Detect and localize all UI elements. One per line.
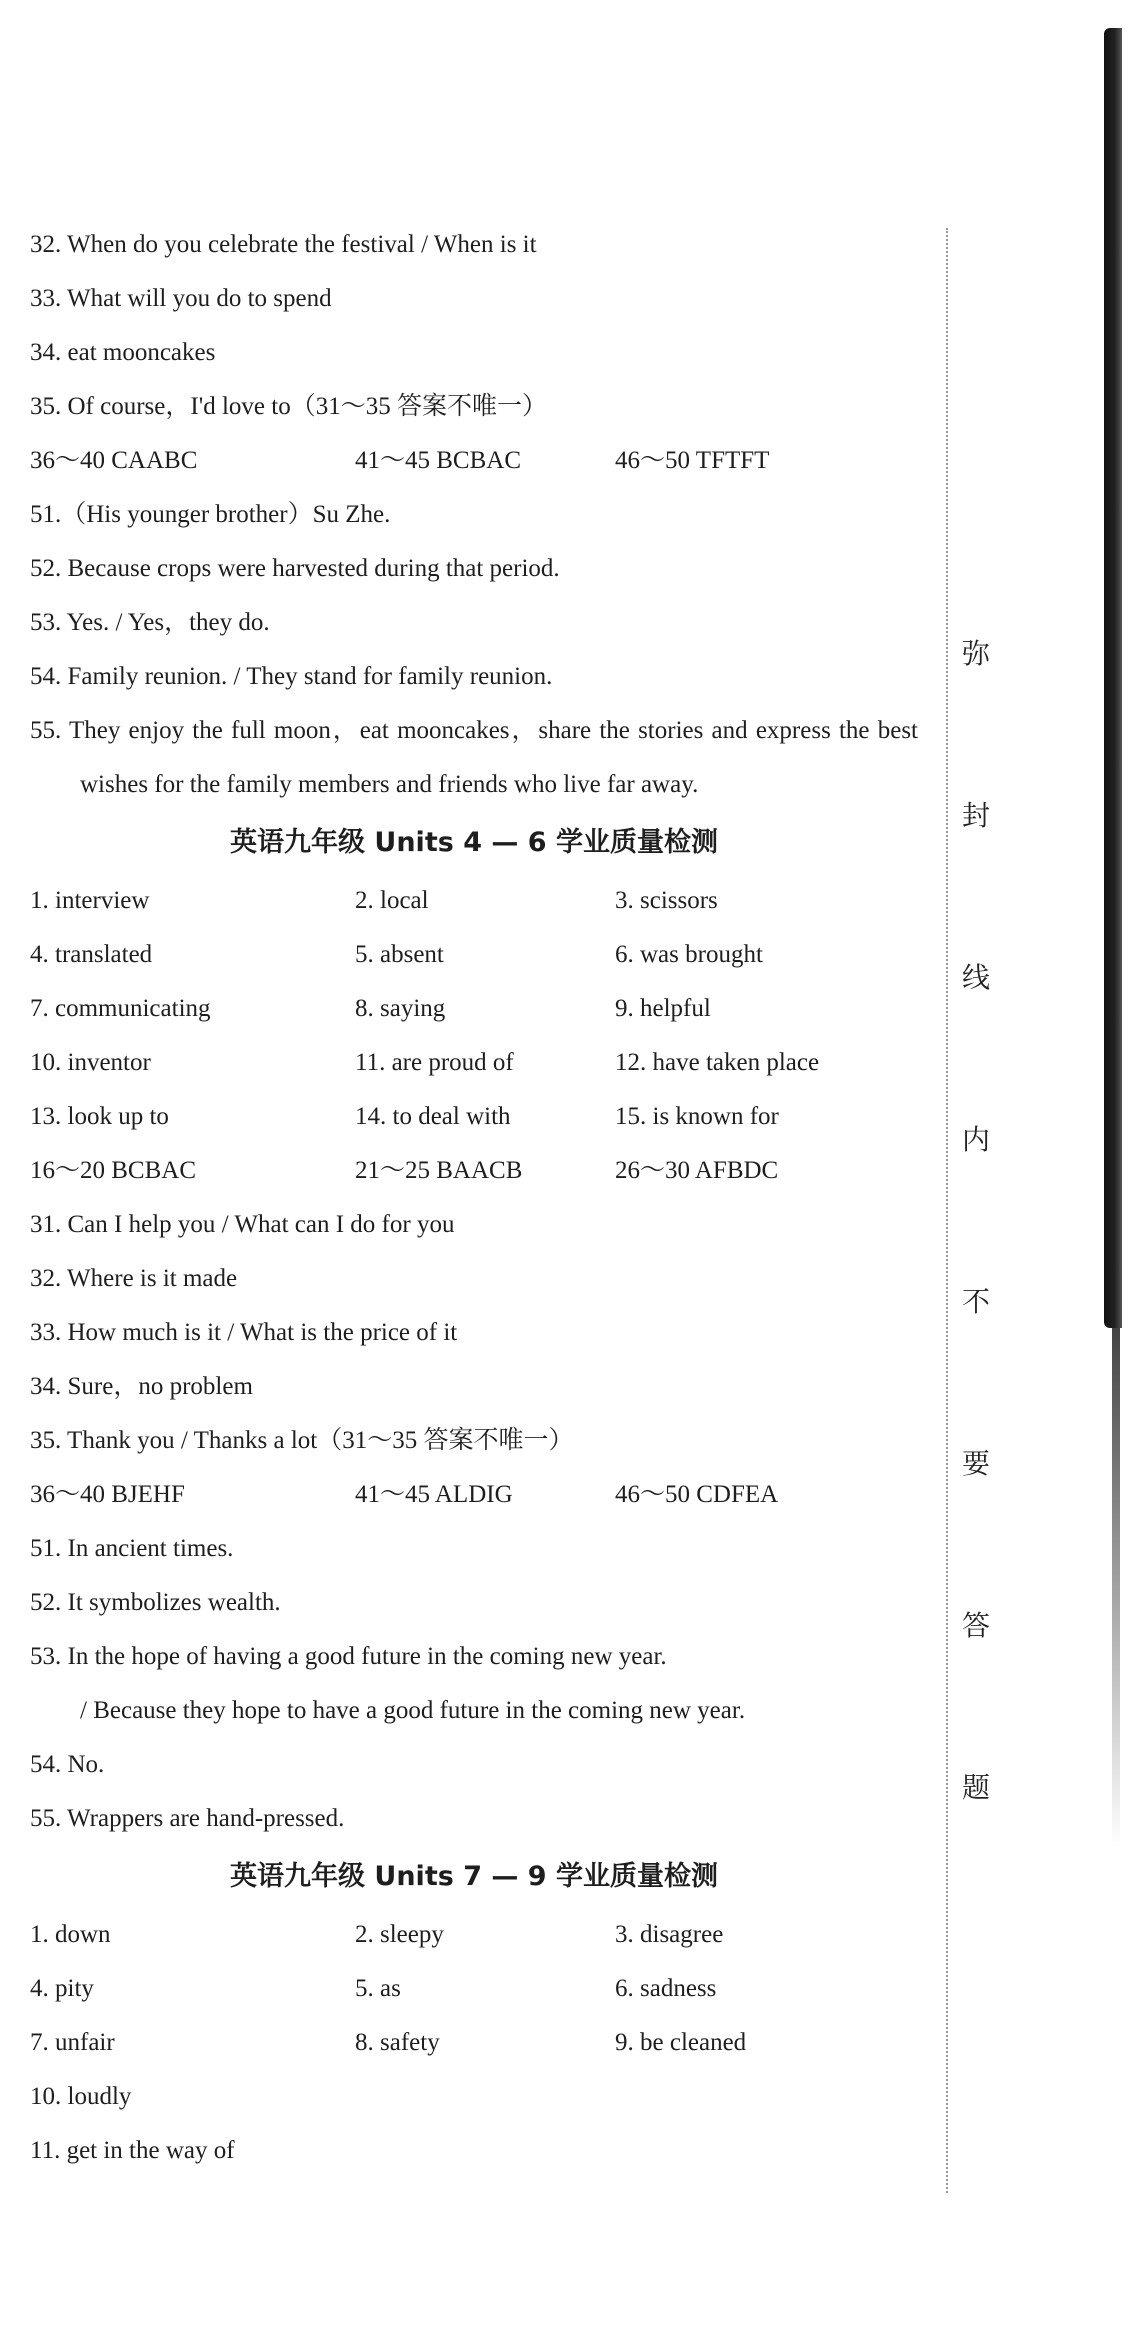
section-title-units-7-9: 英语九年级 Units 7 — 9 学业质量检测 <box>230 1861 718 1892</box>
seal-dotted-line <box>946 228 948 2193</box>
grid-row <box>30 928 930 982</box>
answer-item: 8. safety <box>355 2029 440 2056</box>
seal-char: 要 <box>962 1447 991 1480</box>
answer-53: 53. Yes. / Yes，they do. <box>30 609 270 636</box>
answer-32: 32. When do you celebrate the festival / When is it <box>30 231 537 258</box>
seal-char: 不 <box>962 1285 991 1318</box>
answer-item: 7. communicating <box>30 995 211 1022</box>
answer-10: 10. loudly <box>30 2083 132 2110</box>
answer-row-36-50 <box>30 434 930 488</box>
answer-54: 54. Family reunion. / They stand for family reunion. <box>30 663 553 690</box>
binding-edge-shadow <box>1104 28 1122 1328</box>
grid-row <box>30 1036 930 1090</box>
answer-item: 11. are proud of <box>355 1049 514 1076</box>
answer-content <box>30 218 930 2178</box>
answer-33: 33. How much is it / What is the price of it <box>30 1319 458 1346</box>
answer-item: 10. inventor <box>30 1049 151 1076</box>
answer-item: 8. saying <box>355 995 446 1022</box>
seal-char: 弥 <box>962 637 991 670</box>
answer-41-45: 41～45 ALDIG <box>355 1481 513 1508</box>
section-title-units-4-6: 英语九年级 Units 4 — 6 学业质量检测 <box>230 827 718 858</box>
answer-52: 52. It symbolizes wealth. <box>30 1589 281 1616</box>
seal-char: 内 <box>962 1123 991 1156</box>
answer-51: 51. In ancient times. <box>30 1535 234 1562</box>
answer-item: 1. interview <box>30 887 150 914</box>
answer-item: 3. scissors <box>615 887 718 914</box>
answer-row-36-50 <box>30 1468 930 1522</box>
answer-46-50: 46～50 CDFEA <box>615 1481 779 1508</box>
answer-item: 14. to deal with <box>355 1103 511 1130</box>
answer-item: 4. translated <box>30 941 153 968</box>
answer-35: 35. Thank you / Thanks a lot（31～35 答案不唯一） <box>30 1427 574 1454</box>
answer-32: 32. Where is it made <box>30 1265 238 1292</box>
answer-46-50: 46～50 TFTFT <box>615 447 770 474</box>
answer-51: 51.（His younger brother）Su Zhe. <box>30 501 391 528</box>
answer-item: 3. disagree <box>615 1921 724 1948</box>
grid-row <box>30 2016 930 2070</box>
answer-item: 9. be cleaned <box>615 2029 747 2056</box>
answer-31: 31. Can I help you / What can I do for you <box>30 1211 455 1238</box>
grid-row <box>30 1090 930 1144</box>
answer-item: 9. helpful <box>615 995 711 1022</box>
grid-row <box>30 1962 930 2016</box>
answer-item: 12. have taken place <box>615 1049 820 1076</box>
grid-row <box>30 874 930 928</box>
answer-36-40: 36～40 BJEHF <box>30 1481 185 1508</box>
answer-55: 55. Wrappers are hand-pressed. <box>30 1805 345 1832</box>
seal-char: 答 <box>962 1609 991 1642</box>
seal-char: 线 <box>962 961 991 994</box>
seal-char: 题 <box>962 1771 991 1804</box>
answer-53: 53. In the hope of having a good future in the coming new year. <box>30 1643 667 1670</box>
grid-row <box>30 982 930 1036</box>
answer-item: 5. absent <box>355 941 444 968</box>
answer-54: 54. No. <box>30 1751 105 1778</box>
answer-item: 26～30 AFBDC <box>615 1157 779 1184</box>
answer-item: 2. sleepy <box>355 1921 444 1948</box>
answer-41-45: 41～45 BCBAC <box>355 447 522 474</box>
answer-52: 52. Because crops were harvested during that period. <box>30 555 560 582</box>
answer-item: 5. as <box>355 1975 401 2002</box>
answer-36-40: 36～40 CAABC <box>30 447 198 474</box>
answer-item: 13. look up to <box>30 1103 169 1130</box>
answer-item: 1. down <box>30 1921 111 1948</box>
answer-item: 6. was brought <box>615 941 763 968</box>
answer-item: 21～25 BAACB <box>355 1157 523 1184</box>
answer-53-alternative: / Because they hope to have a good future in the coming new year. <box>80 1697 746 1724</box>
answer-35: 35. Of course，I'd love to（31～35 答案不唯一） <box>30 393 547 420</box>
seal-char: 封 <box>962 799 991 832</box>
answer-item: 6. sadness <box>615 1975 717 2002</box>
binding-edge-fade <box>1112 1328 1120 1848</box>
answer-item: 15. is known for <box>615 1103 779 1130</box>
answer-34: 34. Sure，no problem <box>30 1373 253 1400</box>
grid-row <box>30 1144 930 1198</box>
answer-item: 4. pity <box>30 1975 94 2002</box>
answer-33: 33. What will you do to spend <box>30 285 332 312</box>
answer-55: 55. They enjoy the full moon，eat mooncakes，share the stories and express the best wishes for the family members and friends who live far away. <box>30 717 918 798</box>
answer-item: 7. unfair <box>30 2029 115 2056</box>
answer-item: 2. local <box>355 887 429 914</box>
answer-34: 34. eat mooncakes <box>30 339 216 366</box>
answer-11: 11. get in the way of <box>30 2137 235 2164</box>
answer-item: 16～20 BCBAC <box>30 1157 197 1184</box>
grid-row <box>30 1908 930 1962</box>
